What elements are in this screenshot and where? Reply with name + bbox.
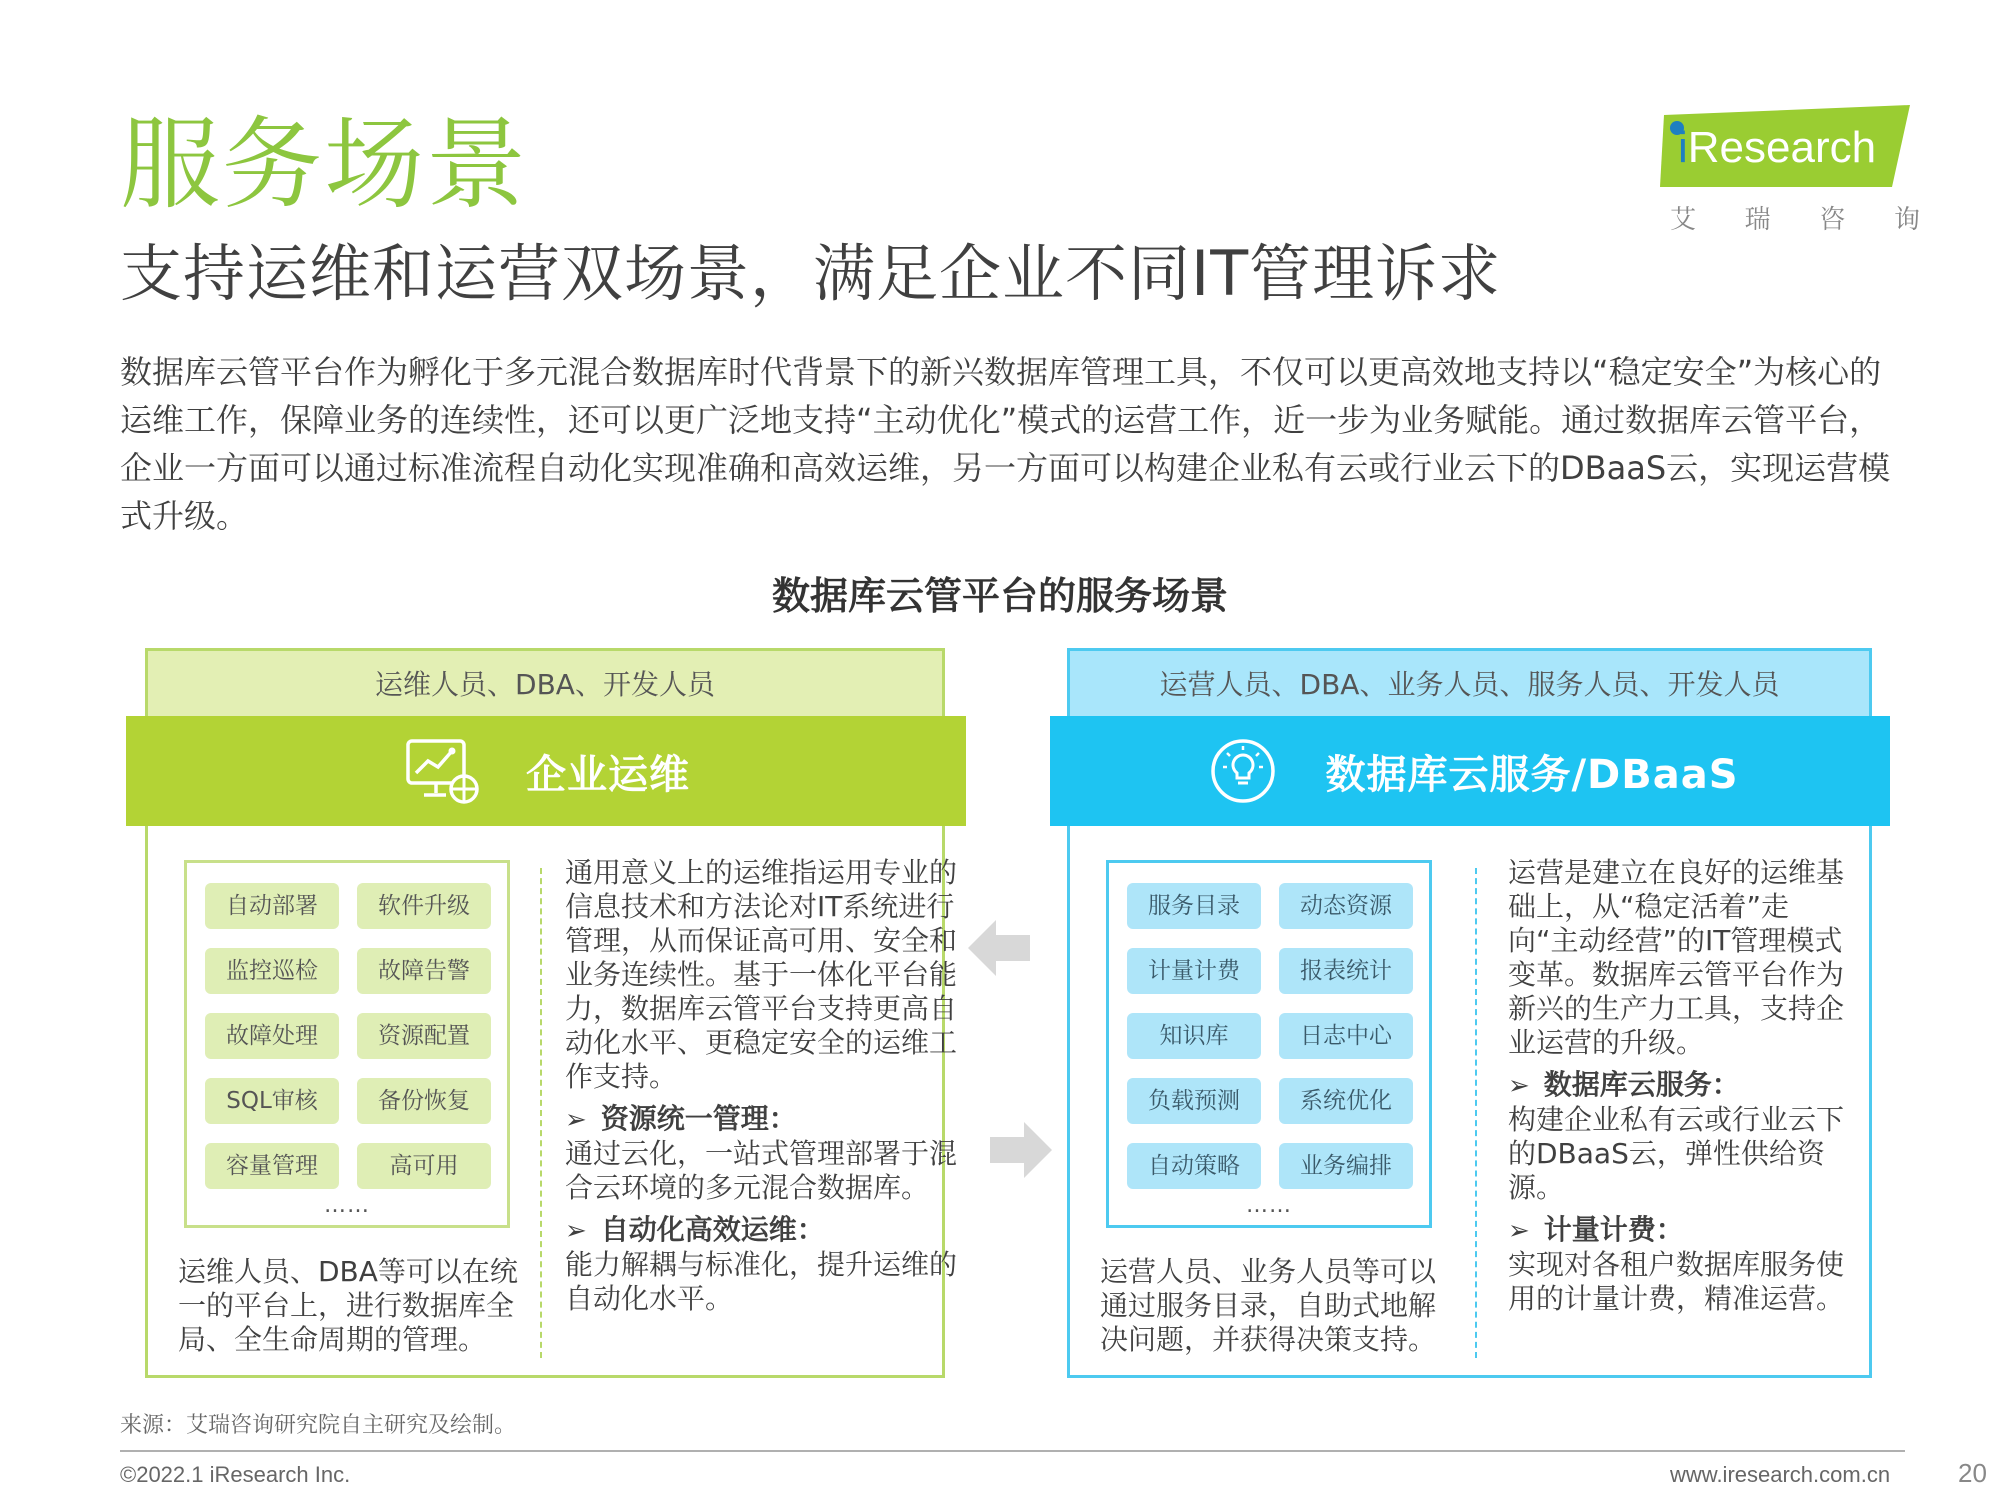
ops-banner-title: 企业运维 [526, 751, 690, 798]
capability-pill: 系统优化 [1279, 1078, 1413, 1124]
footer-divider [120, 1450, 1905, 1452]
capability-pill: 高可用 [357, 1143, 491, 1189]
dbaas-bullet-2-text: 实现对各租户数据库服务使用的计量计费，精准运营。 [1508, 1248, 1845, 1315]
capability-pill: 动态资源 [1279, 883, 1413, 929]
logo-chinese: 艾 瑞 咨 询 [1670, 205, 1920, 235]
capability-pill: 软件升级 [357, 883, 491, 929]
bullet-arrow-icon: ➢ [565, 1216, 587, 1246]
capability-pill: 自动策略 [1127, 1143, 1261, 1189]
page-title: 服务场景 [120, 106, 528, 223]
ops-bullet-2-text: 能力解耦与标准化，提升运维的自动化水平。 [565, 1248, 958, 1315]
capability-pill: 报表统计 [1279, 948, 1413, 994]
bullet-arrow-icon: ➢ [1508, 1071, 1530, 1101]
dbaas-banner-title: 数据库云服务/DBaaS [1325, 751, 1739, 798]
capability-pill: 监控巡检 [205, 948, 339, 994]
capability-pill: 知识库 [1127, 1013, 1261, 1059]
capability-pill: 资源配置 [357, 1013, 491, 1059]
ops-description [565, 856, 965, 1316]
ops-capabilities-box [184, 860, 510, 1228]
ops-bullet-1-title: ➢ 资源统一管理： [565, 1102, 797, 1135]
capability-pill: SQL审核 [205, 1078, 339, 1124]
arrow-right-icon [988, 1120, 1052, 1180]
capability-pill: 故障告警 [357, 948, 491, 994]
bullet-arrow-icon: ➢ [565, 1105, 587, 1135]
dbaas-bullet-1-title: ➢ 数据库云服务： [1508, 1068, 1740, 1101]
more-ellipsis: …… [1246, 1193, 1292, 1218]
copyright: ©2022.1 iResearch Inc. [120, 1462, 351, 1487]
ops-divider [540, 868, 542, 1358]
source-note: 来源：艾瑞咨询研究院自主研究及绘制。 [120, 1413, 517, 1438]
capability-pill: 业务编排 [1279, 1143, 1413, 1189]
capability-pill: 计量计费 [1127, 948, 1261, 994]
dbaas-caption: 运营人员、业务人员等可以通过服务目录，自助式地解决问题，并获得决策支持。 [1100, 1255, 1437, 1356]
capability-pill: 自动部署 [205, 883, 339, 929]
dbaas-description [1508, 856, 1848, 1316]
monitor-chart-icon [402, 729, 486, 813]
lightbulb-icon [1201, 729, 1285, 813]
capability-pill: 负载预测 [1127, 1078, 1261, 1124]
page-subtitle: 支持运维和运营双场景，满足企业不同IT管理诉求 [120, 237, 1502, 310]
capability-pill: 服务目录 [1127, 883, 1261, 929]
ops-bullet-2-title: ➢ 自动化高效运维： [565, 1213, 825, 1246]
intro-paragraph: 数据库云管平台作为孵化于多元混合数据库时代背景下的新兴数据库管理工具，不仅可以更高效地支持以“稳定安全”为核心的运维工作，保障业务的连续性，还可以更广泛地支持“主动优化”模式的运营工作，近一步为业务赋能。通过数据库云管平台，企业一方面可以通过标准流程自动化实现准确和高效运维，另一方面可以构建企业私有云或行业云下的DBaaS云，实现运营模式升级。 [120, 353, 1891, 535]
capability-pill: 容量管理 [205, 1143, 339, 1189]
diagram-title: 数据库云管平台的服务场景 [771, 574, 1228, 618]
ops-banner [126, 716, 966, 826]
page-number: 20 [1958, 1458, 1987, 1488]
ops-caption: 运维人员、DBA等可以在统一的平台上，进行数据库全局、全生命周期的管理。 [178, 1255, 518, 1356]
dbaas-bullet-1-text: 构建企业私有云或行业云下的DBaaS云，弹性供给资源。 [1508, 1103, 1845, 1204]
dbaas-banner [1050, 716, 1890, 826]
capability-pill: 日志中心 [1279, 1013, 1413, 1059]
dbaas-desc-intro: 运营是建立在良好的运维基础上，从“稳定活着”走向“主动经营”的IT管理模式变革。数据库云管平台作为新兴的生产力工具，支持企业运营的升级。 [1508, 856, 1845, 1059]
ops-bullet-1-text: 通过云化，一站式管理部署于混合云环境的多元混合数据库。 [565, 1137, 958, 1204]
capability-pill: 备份恢复 [357, 1078, 491, 1124]
capability-pill: 故障处理 [205, 1013, 339, 1059]
bullet-arrow-icon: ➢ [1508, 1216, 1530, 1246]
dbaas-roles-label: 运营人员、DBA、业务人员、服务人员、开发人员 [1067, 648, 1872, 716]
ops-desc-intro: 通用意义上的运维指运用专业的信息技术和方法论对IT系统进行管理，从而保证高可用、安全和业务连续性。基于一体化平台能力，数据库云管平台支持更高自动化水平、更稳定安全的运维工作支持。 [565, 856, 958, 1093]
arrow-left-icon [968, 918, 1032, 978]
website-link[interactable]: www.iresearch.com.cn [1670, 1462, 1891, 1487]
more-ellipsis: …… [324, 1193, 370, 1218]
logo-wordmark: iResearch [1678, 123, 1877, 172]
ops-roles-label: 运维人员、DBA、开发人员 [145, 648, 945, 716]
dbaas-capabilities-box [1106, 860, 1432, 1228]
iresearch-logo [1660, 105, 1920, 235]
dbaas-bullet-2-title: ➢ 计量计费： [1508, 1213, 1684, 1246]
dbaas-divider [1475, 868, 1477, 1358]
